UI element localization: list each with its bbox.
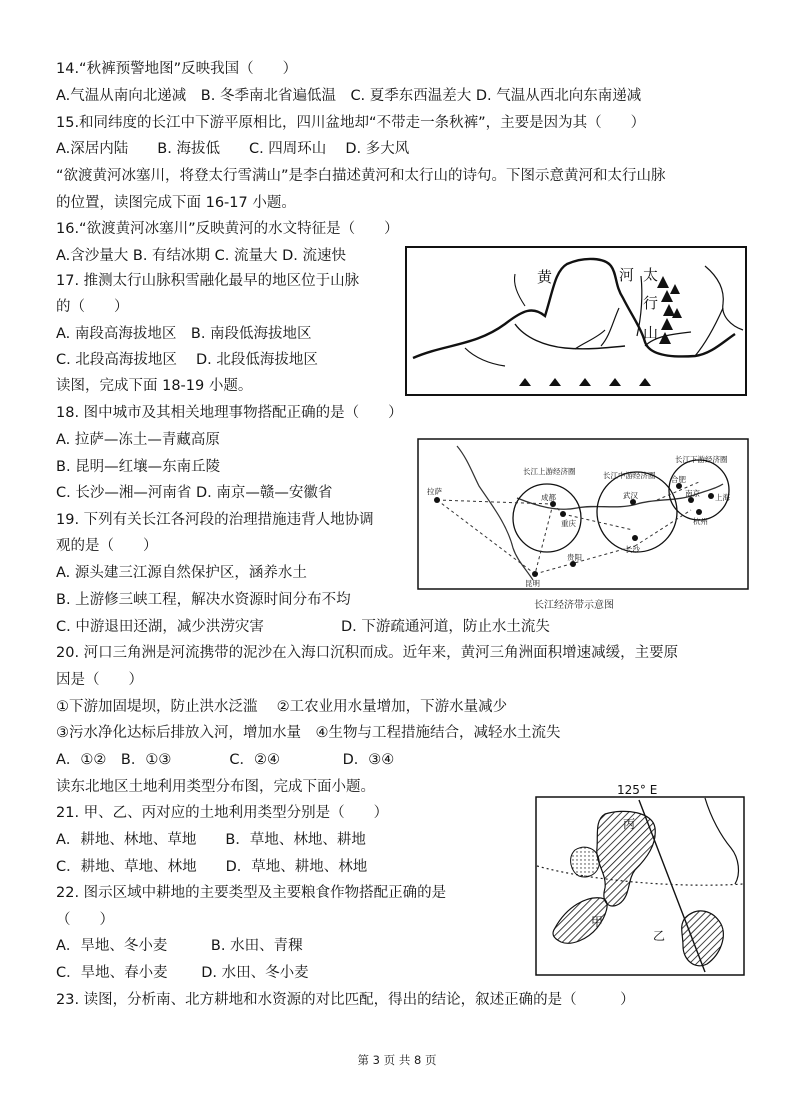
zone-upper-label: 长江上游经济圈 [523,467,576,476]
label-he: 河 [619,266,635,284]
q16-options: A.含沙量大 B. 有结冰期 C. 流量大 D. 流速快 [56,248,346,264]
q22-options-cd: C．旱地、春小麦 D. 水田、冬小麦 [56,965,309,981]
q19-options-cd: C. 中游退田还湖，减少洪涝灾害 D. 下游疏通河道，防止水土流失 [56,619,550,635]
q18-options-cd: C. 长沙—湘—河南省 D. 南京—赣—安徽省 [56,485,333,501]
q17-options-ab: A. 南段高海拔地区 B. 南段低海拔地区 [56,326,312,342]
q20-statements-34: ③污水净化达标后排放入河，增加水量 ④生物与工程措施结合，减轻水土流失 [56,725,561,741]
map2-caption: 长江经济带示意图 [534,600,614,611]
city-guiyang: 贵阳 [567,553,582,562]
zone-lower-label: 长江下游经济圈 [675,455,728,464]
q20-options: A．①② B．①③ C．②④ D．③④ [56,752,395,768]
label-tai: 太 [643,266,659,284]
city-lhasa: 拉萨 [427,487,442,496]
q21-options-ab: A．耕地、林地、草地 B．草地、林地、耕地 [56,832,366,848]
page-footer: 第 3 页 共 8 页 [357,1053,437,1067]
yangtze-economic-belt-map [417,438,749,590]
q18-option-a: A. 拉萨—冻土—青藏高原 [56,432,220,448]
q17-stem-line2: 的（ ） [56,299,129,315]
q18-stem: 18. 图中城市及其相关地理事物搭配正确的是（ ） [56,405,403,421]
label-jia: 甲 [591,915,604,929]
city-changsha: 长沙 [625,545,640,554]
q21-23-intro: 读东北地区土地利用类型分布图，完成下面小题。 [56,779,375,795]
q19-stem-line1: 19. 下列有关长江各河段的治理措施违背人地协调 [56,512,374,528]
label-shan: 山 [643,324,659,342]
label-huang: 黄 [537,268,553,286]
q15-options: A.深居内陆 B. 海拔低 C. 四周环山 D. 多大风 [56,141,410,157]
city-kunming: 昆明 [525,579,540,588]
label-bing: 丙 [623,817,636,831]
q22-options-ab: A．旱地、冬小麦 B. 水田、青稞 [56,938,303,954]
q14-stem: 14.“秋裤预警地图”反映我国（ ） [56,61,298,77]
q22-stem-line2: （ ） [56,912,114,928]
q18-19-intro: 读图，完成下面 18-19 小题。 [56,378,253,394]
q18-option-b: B. 昆明—红壤—东南丘陵 [56,459,221,475]
q20-stem-line1: 20. 河口三角洲是河流携带的泥沙在入海口沉积而成。近年来，黄河三角洲面积增速减缓，主要原 [56,645,679,661]
q23-stem: 23. 读图，分析南、北方耕地和水资源的对比匹配，得出的结论，叙述正确的是（ ） [56,992,635,1008]
q20-statements-12: ①下游加固堤坝，防止洪水泛滥 ②工农业用水量增加，下游水量减少 [56,699,508,715]
zone-middle-label: 长江中游经济圈 [603,471,656,480]
city-wuhan: 武汉 [623,491,638,500]
city-chongqing: 重庆 [561,519,576,528]
q14-options: A.气温从南向北递减 B. 冬季南北省遍低温 C. 夏季东西温差大 D. 气温从西北向东南递减 [56,88,642,104]
city-shanghai: 上海 [715,493,730,502]
q21-stem: 21. 甲、乙、丙对应的土地利用类型分别是（ ） [56,805,389,821]
q22-stem-line1: 22. 图示区域中耕地的主要类型及主要粮食作物搭配正确的是 [56,885,447,901]
poem-intro-line2: 的位置，读图完成下面 16-17 小题。 [56,195,296,211]
city-hefei: 合肥 [671,475,686,484]
q19-option-a: A. 源头建三江源自然保护区，涵养水土 [56,565,307,581]
q20-stem-line2: 因是（ ） [56,672,143,688]
q19-stem-line2: 观的是（ ） [56,538,158,554]
q21-options-cd: C．耕地、草地、林地 D．草地、耕地、林地 [56,859,368,875]
q17-stem-line1: 17. 推测太行山脉积雪融化最早的地区位于山脉 [56,273,360,289]
label-yi: 乙 [653,929,666,943]
city-chengdu: 成都 [541,493,556,502]
city-nanjing: 南京 [685,489,700,498]
longitude-label: 125° E [617,783,658,797]
q17-options-cd: C. 北段高海拔地区 D. 北段低海拔地区 [56,352,318,368]
q16-stem: 16.“欲渡黄河冰塞川”反映黄河的水文特征是（ ） [56,221,399,237]
label-xing: 行 [643,294,659,312]
northeast-land-use-map [535,778,745,976]
q15-stem: 15.和同纬度的长江中下游平原相比，四川盆地却“不带走一条秋裤”，主要是因为其（ ） [56,115,646,131]
q19-option-b: B. 上游修三峡工程，解决水资源时间分布不均 [56,592,351,608]
poem-intro-line1: “欲渡黄河冰塞川，将登太行雪满山”是李白描述黄河和太行山的诗句。下图示意黄河和太行山脉 [56,168,666,184]
city-hangzhou: 杭州 [693,517,708,526]
yellow-river-taihang-map [405,246,747,396]
